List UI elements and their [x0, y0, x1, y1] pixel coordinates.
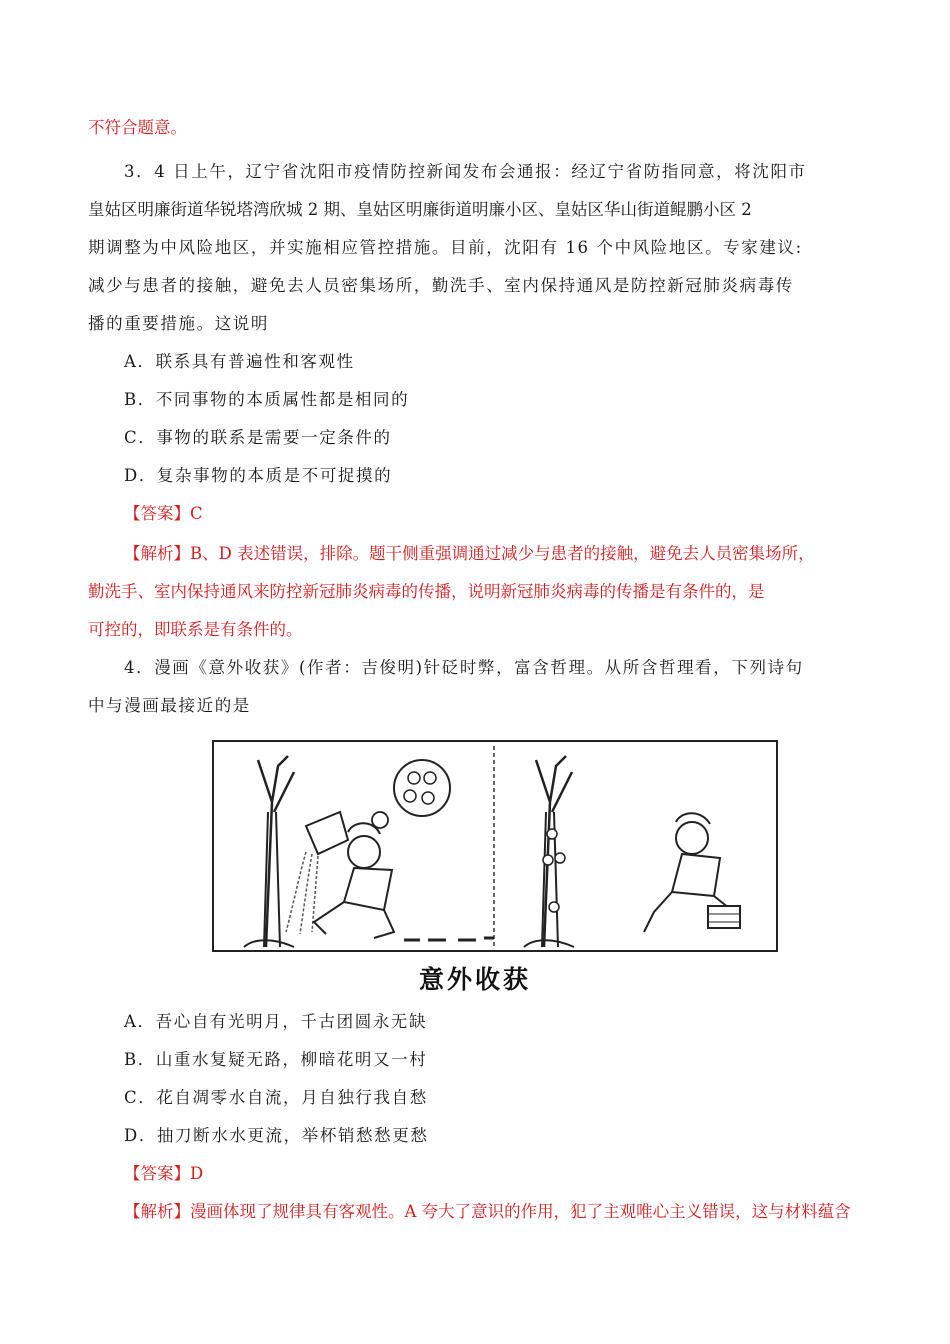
question-4-stem-line2: 中与漫画最接近的是 — [88, 696, 251, 715]
question-4-stem-line1: 4．漫画《意外收获》(作者：吉俊明)针砭时弊，富含哲理。从所含哲理看，下列诗句 — [124, 658, 804, 677]
question-4-answer: 【答案】D — [124, 1164, 204, 1183]
question-3-stem-line1: 3．4 日上午，辽宁省沈阳市疫情防控新闻发布会通报：经辽宁省防指同意，将沈阳市 — [124, 162, 807, 181]
question-4-option-a: A．吾心自有光明月，千古团圆永无缺 — [124, 1012, 428, 1031]
question-3-explanation-line2: 勤洗手、室内保持通风来防控新冠肺炎病毒的传播，说明新冠肺炎病毒的传播是有条件的，是 — [88, 582, 765, 601]
question-3-option-b: B．不同事物的本质属性都是相同的 — [124, 390, 410, 409]
question-3-option-a: A．联系具有普遍性和客观性 — [124, 352, 355, 371]
cartoon-image — [212, 740, 778, 952]
question-4-option-d: D．抽刀断水水更流，举杯销愁愁更愁 — [124, 1126, 429, 1145]
question-3-stem-line4: 减少与患者的接触，避免去人员密集场所，勤洗手、室内保持通风是防控新冠肺炎病毒传 — [88, 276, 794, 295]
question-3-option-c: C．事物的联系是需要一定条件的 — [124, 428, 392, 447]
cartoon-drawing — [214, 742, 776, 950]
question-3-stem-line5: 播的重要措施。这说明 — [88, 314, 269, 333]
question-4-explanation-line1: 【解析】漫画体现了规律具有客观性。A 夸大了意识的作用，犯了主观唯心主义错误，这与材料蕴含 — [124, 1202, 851, 1221]
question-3-stem-line3: 期调整为中风险地区，并实施相应管控措施。目前，沈阳有 16 个中风险地区。专家建议: — [88, 238, 803, 257]
cartoon-title: 意外收获 — [418, 965, 531, 994]
question-3-explanation-line1: 【解析】B、D 表述错误，排除。题干侧重强调通过减少与患者的接触，避免去人员密集场所， — [124, 544, 815, 563]
question-3-option-d: D．复杂事物的本质是不可捉摸的 — [124, 466, 393, 485]
prev-explanation-tail: 不符合题意。 — [88, 118, 187, 137]
question-4-option-b: B．山重水复疑无路，柳暗花明又一村 — [124, 1050, 428, 1069]
question-4-option-c: C．花自凋零水自流，月自独行我自愁 — [124, 1088, 428, 1107]
question-3-explanation-line3: 可控的，即联系是有条件的。 — [88, 620, 303, 639]
question-3-stem-line2: 皇姑区明廉街道华锐塔湾欣城 2 期、皇姑区明廉街道明廉小区、皇姑区华山街道鲲鹏小区 2 — [88, 200, 752, 219]
question-3-answer: 【答案】C — [124, 504, 203, 523]
